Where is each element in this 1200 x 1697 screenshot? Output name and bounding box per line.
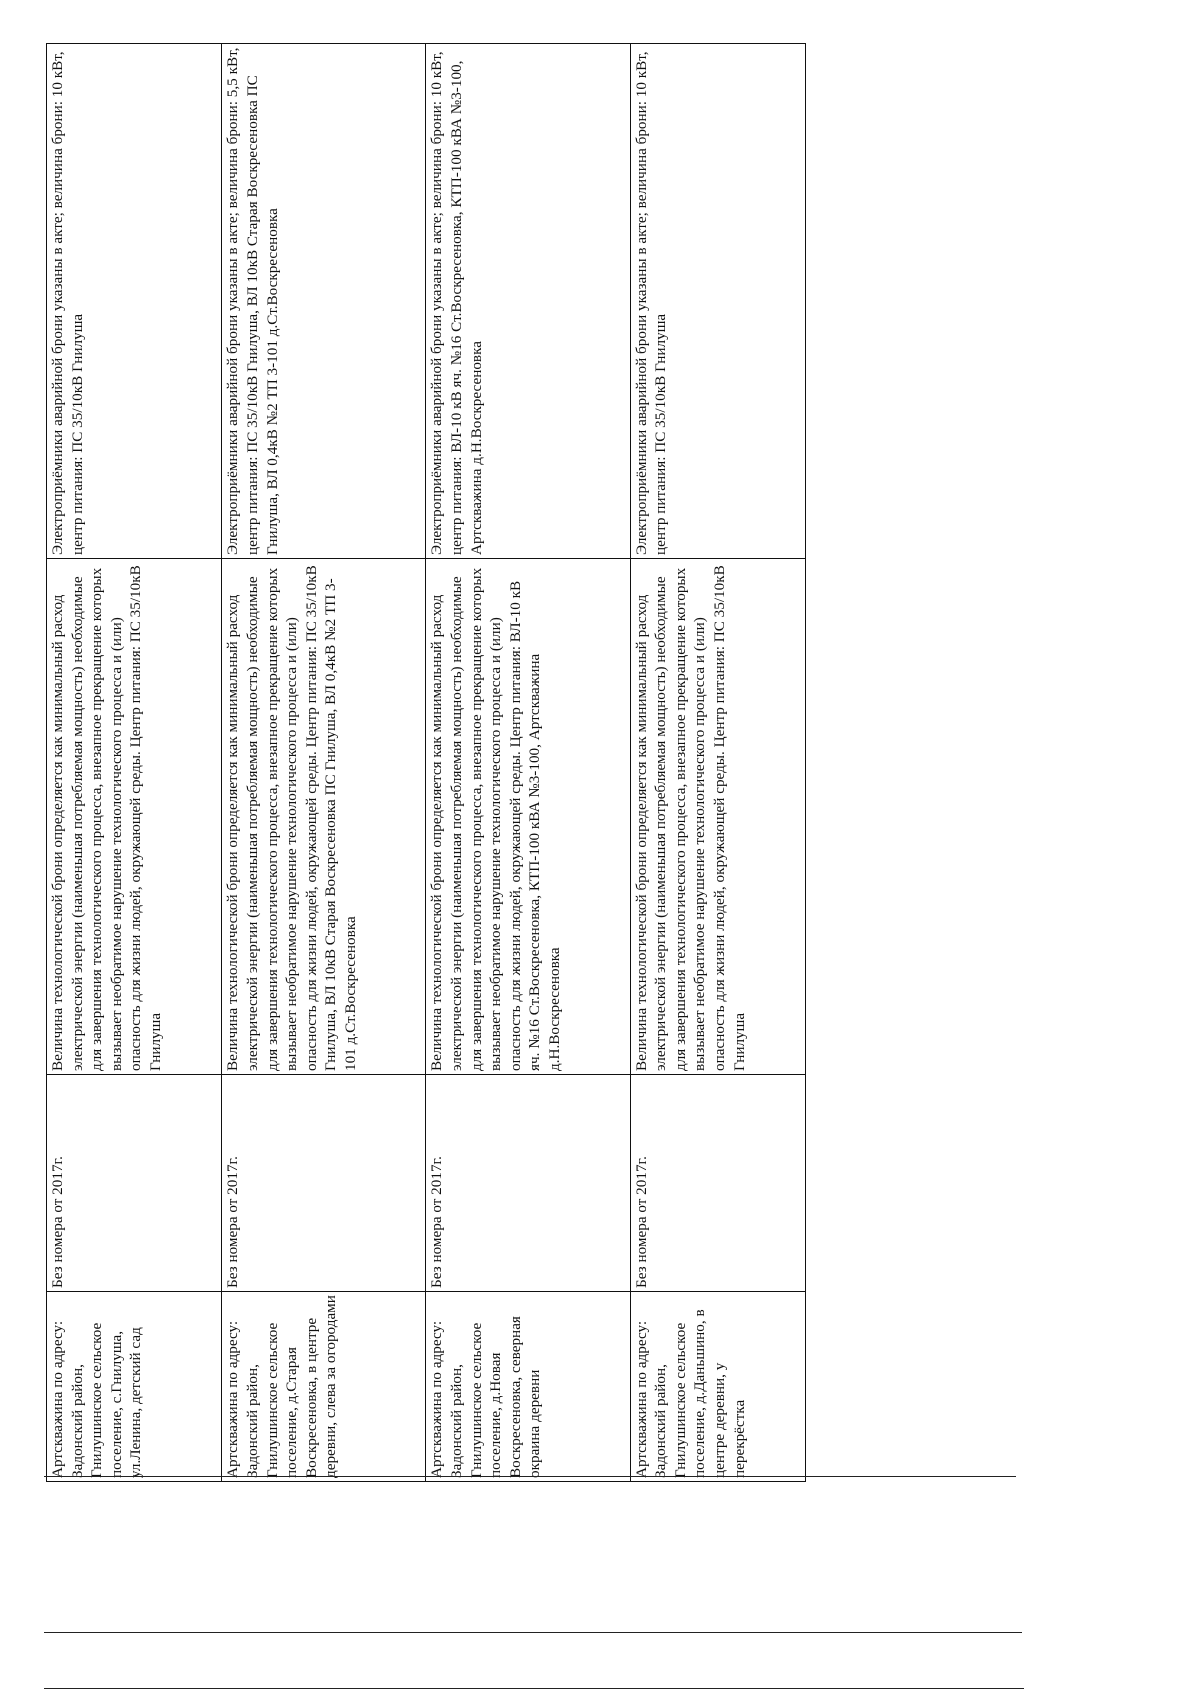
emergency-reserve-cell: Электроприёмники аварийной брони указаны в акте; величина брони: 10 кВт, центр питания: ПС 35/10кВ Гнилуша xyxy=(630,44,805,559)
divider-line xyxy=(44,1476,1016,1477)
object-address-cell: Артскважина по адресу: Задонский район, Гнилушинское сельское поселение, д.Новая Воскресеновка, северная окраина деревни xyxy=(426,1292,630,1482)
technological-reserve-cell: Величина технологической брони определяется как минимальный расход электрической энергии (наименьшая потребляемая мощность) необходимые для завершения технологического процесса, внезапное прекращение которых вызывает необратимое нарушение технологического процесса и (или) опасность для жизни людей, окружающей среды. Центр питания: ПС 35/10кВ Гнилуша xyxy=(630,559,805,1075)
emergency-reserve-cell: Электроприёмники аварийной брони указаны в акте; величина брони: 10 кВт, центр питания: ПС 35/10кВ Гнилуша xyxy=(47,44,222,559)
divider-line xyxy=(44,1688,1024,1689)
act-reference-cell: Без номера от 2017г. xyxy=(222,1075,426,1292)
object-address-cell: Артскважина по адресу: Задонский район, Гнилушинское сельское поселение, с.Гнилуша, ул.Ленина, детский сад xyxy=(47,1292,222,1482)
rotated-table-container xyxy=(46,44,806,1482)
emergency-reserve-cell: Электроприёмники аварийной брони указаны в акте; величина брони: 10 кВт, центр питания: ВЛ-10 кВ яч. №16 Ст.Воскресеновка, КТП-100 кВА №3-100, Артскважина д.Н.Воскресеновка xyxy=(426,44,630,559)
technological-reserve-cell: Величина технологической брони определяется как минимальный расход электрической энергии (наименьшая потребляемая мощность) необходимые для завершения технологического процесса, внезапное прекращение которых вызывает необратимое нарушение технологического процесса и (или) опасность для жизни людей, окружающей среды. Центр питания: ВЛ-10 кВ яч. №16 Ст.Воскресеновка, КТП-100 кВА №3-100, Артскважина д.Н.Воскресеновка xyxy=(426,559,630,1075)
act-reference-cell: Без номера от 2017г. xyxy=(426,1075,630,1292)
table-row xyxy=(426,44,630,1482)
divider-line xyxy=(44,1632,1022,1633)
object-address-cell: Артскважина по адресу: Задонский район, Гнилушинское сельское поселение, д.Даньшино, в центре деревни, у перекрёстка xyxy=(630,1292,805,1482)
table-row xyxy=(222,44,426,1482)
technological-reserve-cell: Величина технологической брони определяется как минимальный расход электрической энергии (наименьшая потребляемая мощность) необходимые для завершения технологического процесса, внезапное прекращение которых вызывает необратимое нарушение технологического процесса и (или) опасность для жизни людей, окружающей среды. Центр питания: ПС 35/10кВ Гнилуша xyxy=(47,559,222,1075)
technological-reserve-cell: Величина технологической брони определяется как минимальный расход электрической энергии (наименьшая потребляемая мощность) необходимые для завершения технологического процесса, внезапное прекращение которых вызывает необратимое нарушение технологического процесса и (или) опасность для жизни людей, окружающей среды. Центр питания: ПС 35/10кВ Гнилуша, ВЛ 10кВ Старая Воскресеновка ПС Гнилуша, ВЛ 0,4кВ №2 ТП 3-101 д.Ст.Воскресеновка xyxy=(222,559,426,1075)
emergency-reserve-cell: Электроприёмники аварийной брони указаны в акте; величина брони: 5,5 кВт, центр питания: ПС 35/10кВ Гнилуша, ВЛ 10кВ Старая Воскресеновка ПС Гнилуша, ВЛ 0,4кВ №2 ТП 3-101 д.Ст.Воскресеновка xyxy=(222,44,426,559)
table-row xyxy=(630,44,805,1482)
emergency-reserve-table xyxy=(46,43,806,1482)
act-reference-cell: Без номера от 2017г. xyxy=(47,1075,222,1292)
object-address-cell: Артскважина по адресу: Задонский район, Гнилушинское сельское поселение, д.Старая Воскресеновка, в центре деревни, слева за огородами xyxy=(222,1292,426,1482)
table-row xyxy=(47,44,222,1482)
act-reference-cell: Без номера от 2017г. xyxy=(630,1075,805,1292)
